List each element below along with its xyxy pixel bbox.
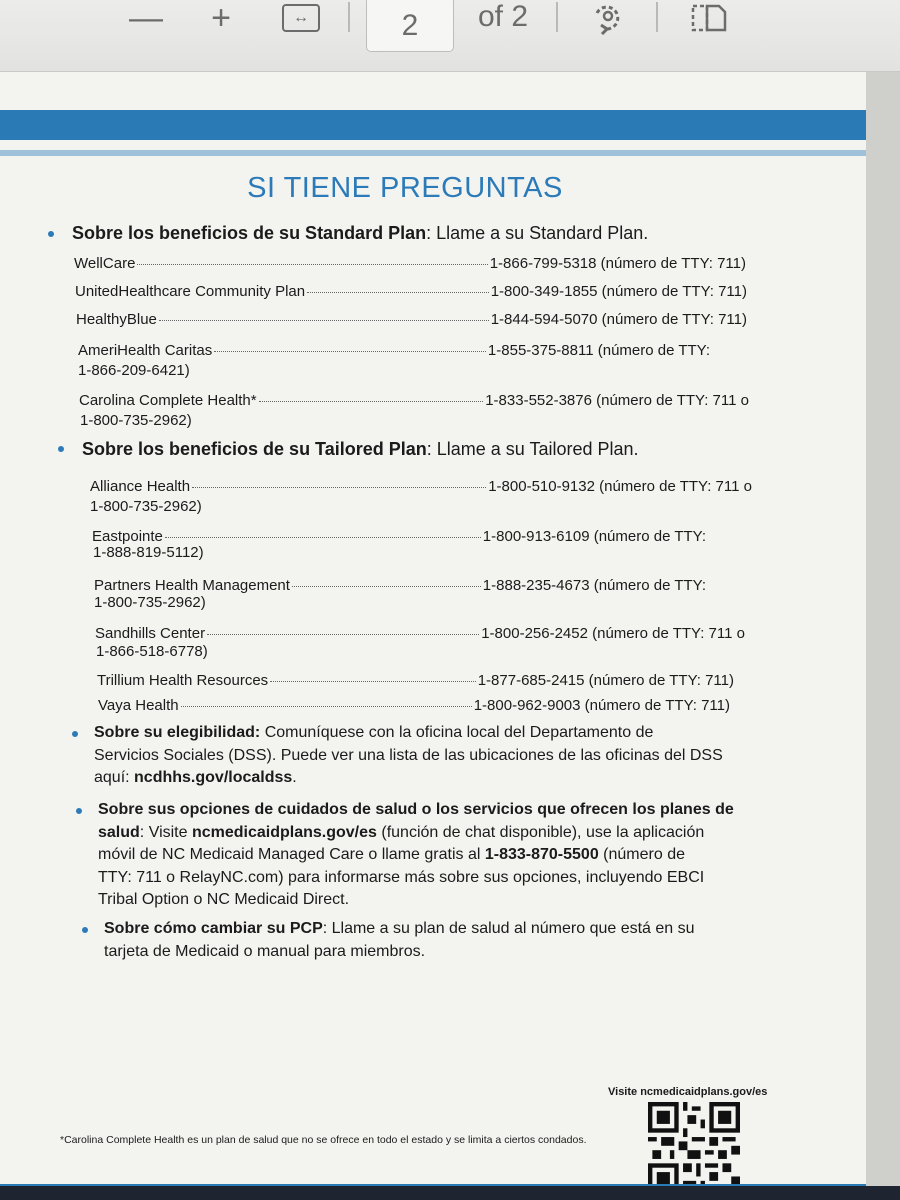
phone-number: 1-877-685-2415 (número de TTY: 711) — [477, 672, 734, 689]
tty-continuation: 1-800-735-2962) — [80, 412, 192, 429]
bullet-icon — [48, 231, 54, 237]
tailored-plan-row: Alliance Health 1-800-510-9132 (número de TTY: 711 o — [90, 478, 752, 495]
phone-number: 1-800-962-9003 (número de TTY: 711) — [473, 697, 730, 714]
fit-width-button[interactable] — [282, 4, 320, 32]
phone-number: 1-800-510-9132 (número de TTY: 711 o — [488, 478, 752, 495]
toll-free-phone: 1-833-870-5500 — [484, 846, 599, 863]
page-total-label: of 2 — [478, 0, 529, 33]
pages-button[interactable] — [688, 0, 730, 36]
bullet-icon — [72, 731, 78, 737]
pdf-toolbar — [0, 0, 900, 72]
standard-plan-heading: Sobre los beneficios de su Standard Plan: Llame a su Standard Plan. — [72, 223, 649, 243]
page-number-input[interactable]: 2 — [366, 0, 454, 52]
qr-caption: Visite ncmedicaidplans.gov/es — [608, 1086, 768, 1098]
header-band — [0, 110, 866, 140]
phone-number: 1-855-375-8811 (número de TTY: — [487, 342, 710, 359]
tty-continuation: 1-800-735-2962) — [90, 498, 202, 515]
pcp-paragraph: Sobre cómo cambiar su PCP: Llame a su plan de salud al número que está en su tarjeta de Medicaid o manual para miembros. — [104, 920, 695, 960]
tailored-plan-row: Eastpointe 1-800-913-6109 (número de TTY: — [92, 528, 706, 545]
standard-plan-row: WellCare 1-866-799-5318 (número de TTY: 711) — [74, 255, 746, 272]
localdss-link: ncdhhs.gov/localdss — [134, 769, 293, 786]
phone-number: 1-800-256-2452 (número de TTY: 711 o — [481, 625, 745, 642]
document-page — [0, 72, 866, 1200]
page-title: SI TIENE PREGUNTAS — [247, 172, 563, 204]
header-band-shadow — [0, 150, 866, 156]
pages-icon — [689, 2, 729, 34]
qr-code-icon — [648, 1102, 740, 1194]
fit-width-icon: ↔ — [293, 9, 309, 26]
tailored-plan-row: Sandhills Center 1-800-256-2452 (número de TTY: 711 o — [95, 625, 745, 642]
rotate-button[interactable] — [586, 0, 626, 36]
phone-number: 1-833-552-3876 (número de TTY: 711 o — [485, 392, 749, 409]
tty-continuation: 1-866-209-6421) — [78, 362, 190, 379]
standard-plan-row: AmeriHealth Caritas 1-855-375-8811 (número de TTY: — [78, 342, 710, 359]
tailored-plan-row: Trillium Health Resources 1-877-685-2415 (número de TTY: 711) — [97, 672, 734, 689]
phone-number: 1-888-235-4673 (número de TTY: — [482, 577, 706, 594]
viewer-background — [866, 72, 900, 1200]
footnote: *Carolina Complete Health es un plan de salud que no se ofrece en todo el estado y se limita a ciertos condados. — [60, 1134, 587, 1146]
standard-plan-row: Carolina Complete Health* 1-833-552-3876 (número de TTY: 711 o — [79, 392, 749, 409]
tailored-plan-row: Partners Health Management 1-888-235-4673 (número de TTY: — [94, 577, 706, 594]
standard-plan-row: HealthyBlue 1-844-594-5070 (número de TTY: 711) — [76, 311, 747, 328]
phone-number: 1-800-349-1855 (número de TTY: 711) — [490, 283, 747, 300]
tailored-plan-row: Vaya Health 1-800-962-9003 (número de TTY: 711) — [98, 697, 730, 714]
bullet-icon — [58, 446, 64, 452]
standard-plan-row: UnitedHealthcare Community Plan 1-800-349-1855 (número de TTY: 711) — [75, 283, 747, 300]
phone-number: 1-866-799-5318 (número de TTY: 711) — [489, 255, 746, 272]
bullet-icon — [82, 927, 88, 933]
tty-continuation: 1-866-518-6778) — [96, 643, 208, 660]
toolbar-divider — [556, 2, 558, 32]
zoom-out-button[interactable]: — — [129, 0, 163, 37]
phone-number: 1-800-913-6109 (número de TTY: — [482, 528, 706, 545]
toolbar-divider — [348, 2, 350, 32]
os-taskbar — [0, 1186, 900, 1200]
toolbar-divider — [656, 2, 658, 32]
ncmedicaidplans-link: ncmedicaidplans.gov/es — [191, 823, 377, 841]
tty-continuation: 1-800-735-2962) — [94, 594, 206, 611]
phone-number: 1-844-594-5070 (número de TTY: 711) — [490, 311, 747, 328]
eligibility-paragraph: Sobre su elegibilidad: Comuníquese con la oficina local del Departamento de Servicios Sociales (DSS). Puede ver una lista de las ubicaciones de las oficinas del DSS aquí: ncdhhs.gov/localdss. — [94, 724, 723, 786]
options-paragraph: Sobre sus opciones de cuidados de salud o los servicios que ofrecen los planes de salud: Visite ncmedicaidplans.gov/es (función de chat disponible), use la aplicación móvil de NC Medicaid Managed Care o llame gratis al 1-833-870-5500 (número de TTY: 711 o RelayNC.com) para informarse más sobre sus opciones, incluyendo EBCI Tribal Option o NC Medicaid Direct. — [98, 801, 734, 908]
tailored-plan-heading: Sobre los beneficios de su Tailored Plan: Llame a su Tailored Plan. — [82, 439, 639, 459]
zoom-in-button[interactable]: + — [211, 0, 231, 37]
tty-continuation: 1-888-819-5112) — [93, 544, 204, 561]
rotate-icon — [589, 1, 623, 35]
bullet-icon — [76, 808, 82, 814]
